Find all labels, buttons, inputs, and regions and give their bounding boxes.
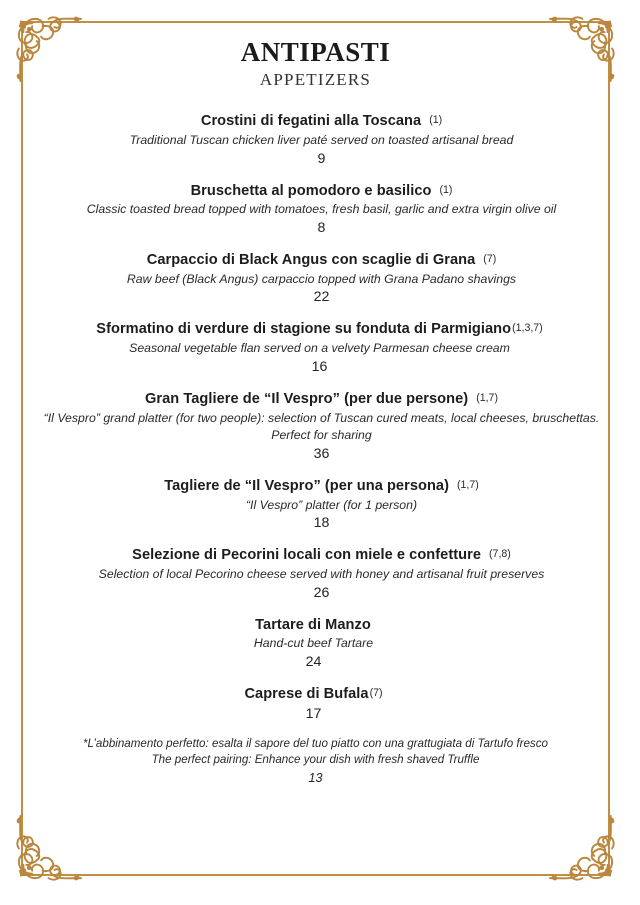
menu-item-allergen-code: (1) [439, 183, 453, 196]
menu-item-name-line [27, 111, 616, 131]
menu-item [27, 545, 616, 603]
menu-item-name: Caprese di Bufala [244, 686, 369, 702]
page-subtitle: APPETIZERS [259, 69, 372, 89]
menu-item-name: Crostini di fegatini alla Toscana [200, 113, 422, 130]
menu-item-allergen-code: (1) [429, 114, 443, 127]
menu-item-description-continued: Perfect for sharing [271, 428, 372, 443]
footer-note-english: The perfect pairing: Enhance your dish with fresh shaved Truffle [151, 753, 480, 767]
menu-item-price: 16 [311, 358, 328, 375]
menu-item-price: 9 [317, 150, 326, 167]
menu-item-name: Carpaccio di Black Angus con scaglie di Grana [146, 251, 476, 268]
menu-item [25, 319, 614, 377]
menu-item-list [21, 111, 610, 725]
menu-item [19, 684, 608, 725]
menu-item-price: 8 [317, 220, 326, 237]
menu-item-name: Selezione di Pecorini locali con miele e confetture [132, 547, 482, 564]
menu-item-price: 17 [305, 705, 322, 722]
menu-item-price: 22 [313, 289, 330, 306]
menu-item-name-line [27, 545, 616, 565]
menu-item [27, 181, 616, 239]
menu-item-name: Bruschetta al pomodoro e basilico [190, 182, 432, 199]
menu-item [27, 250, 616, 308]
menu-item-name-line [27, 181, 616, 201]
menu-item-price: 18 [313, 515, 330, 532]
menu-footer-note [21, 736, 610, 788]
menu-item-description: Seasonal vegetable flan served on a velvety Parmesan cheese cream [129, 341, 510, 356]
menu-item [27, 389, 616, 465]
footer-note-italian: *L’abbinamento perfetto: esalta il sapore del tuo piatto con una grattugiata di Tartufo fresco [83, 736, 548, 750]
menu-item-allergen-code: (7) [483, 252, 497, 265]
menu-item-name: Tartare di Manzo [255, 616, 371, 633]
menu-item-name: Sformatino di verdure di stagione su fonduta di Parmigiano [96, 321, 512, 338]
menu-item-description: “Il Vespro” grand platter (for two people): selection of Tuscan cured meats, local cheeses, bruschettas. [43, 410, 600, 425]
menu-item-allergen-code: (7) [369, 687, 383, 699]
menu-item-name-line [19, 684, 608, 704]
footer-note-price: 13 [308, 771, 323, 786]
menu-item-name-line [27, 389, 616, 409]
menu-item-name-line [27, 476, 616, 496]
menu-item-allergen-code: (1,3,7) [512, 322, 543, 335]
menu-item-price: 24 [305, 654, 322, 671]
menu-item-name: Tagliere de “Il Vespro” (per una persona) [164, 477, 449, 494]
menu-header [21, 21, 610, 89]
menu-item [19, 615, 608, 673]
menu-content [21, 21, 610, 876]
menu-item-name-line [19, 615, 608, 635]
menu-item-allergen-code: (1,7) [476, 391, 498, 404]
menu-item [27, 476, 616, 534]
page-title: ANTIPASTI [240, 37, 391, 67]
menu-item-description: Hand-cut beef Tartare [253, 636, 374, 651]
menu-item-description: Traditional Tuscan chicken liver paté served on toasted artisanal bread [129, 132, 514, 147]
menu-item-description: “Il Vespro” platter (for 1 person) [245, 497, 418, 512]
menu-item [27, 111, 616, 169]
menu-item-allergen-code: (7,8) [489, 548, 511, 561]
menu-item-name-line [27, 250, 616, 270]
menu-item-allergen-code: (1,7) [457, 478, 479, 491]
menu-item-name-line [25, 319, 614, 339]
menu-item-price: 36 [313, 445, 330, 462]
menu-item-description: Selection of local Pecorino cheese served with honey and artisanal fruit preserves [98, 567, 545, 582]
menu-item-description: Classic toasted bread topped with tomatoes, fresh basil, garlic and extra virgin olive oil [86, 202, 557, 217]
menu-item-name: Gran Tagliere de “Il Vespro” (per due persone) [145, 390, 469, 407]
menu-item-price: 26 [313, 584, 330, 601]
menu-item-description: Raw beef (Black Angus) carpaccio topped with Grana Padano shavings [126, 271, 517, 286]
